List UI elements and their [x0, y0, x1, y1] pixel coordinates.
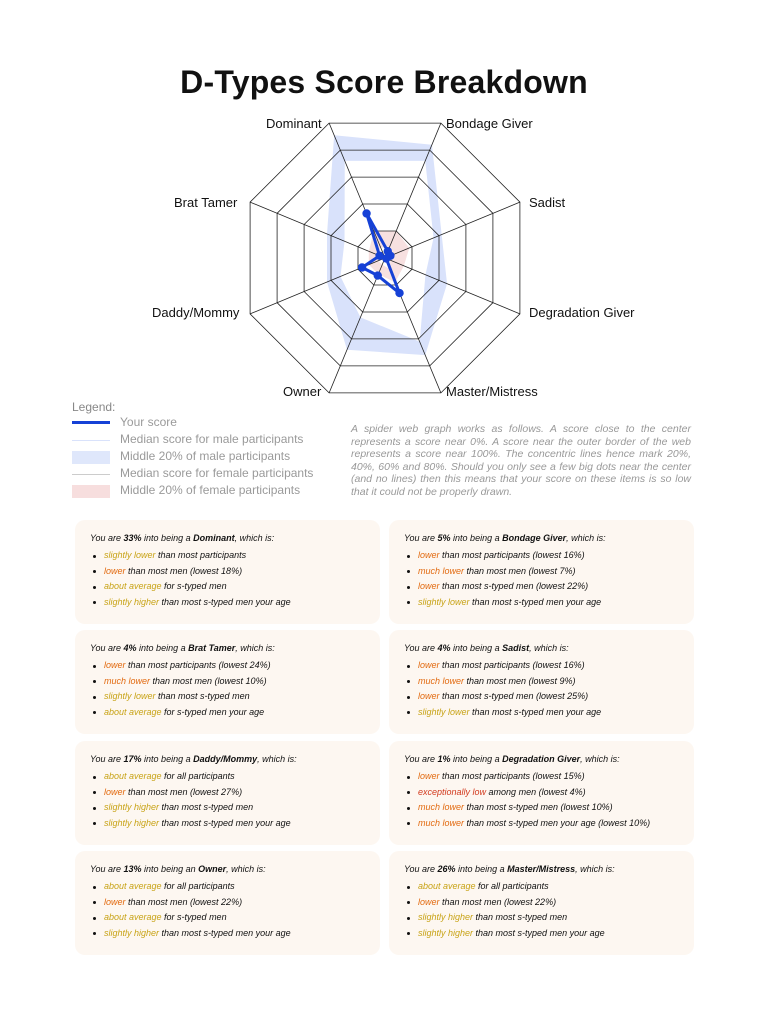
comparison-text: than most participants (lowest 24%)	[125, 660, 271, 670]
comparison-level: slightly lower	[104, 691, 156, 702]
score-percent: 33%	[123, 533, 142, 543]
score-percent: 26%	[437, 864, 456, 874]
comparison-item	[404, 658, 601, 674]
comparison-text: than most s-typed men	[159, 802, 254, 813]
comparison-level: lower	[418, 660, 440, 670]
comparison-item	[90, 910, 291, 926]
comparison-level: much lower	[418, 565, 465, 576]
score-percent: 4%	[123, 643, 137, 653]
score-card-heading	[90, 754, 297, 764]
your-score-point	[375, 252, 383, 260]
comparison-item	[90, 689, 271, 705]
legend-label: Median score for female participants	[120, 466, 314, 480]
page-title: D-Types Score Breakdown	[180, 64, 588, 100]
comparison-level: slightly lower	[104, 550, 156, 560]
type-name: Degradation Giver	[502, 754, 581, 764]
heading-text: into being a	[450, 643, 503, 653]
comparison-item	[90, 926, 291, 942]
comparison-level: lower	[104, 660, 126, 670]
comparison-item	[404, 769, 650, 785]
comparison-list	[90, 769, 291, 831]
score-card-heading	[90, 864, 266, 874]
score-percent: 5%	[437, 533, 451, 543]
comparison-item	[90, 769, 291, 785]
comparison-text: than most s-typed men your age	[469, 706, 602, 717]
comparison-text: than most s-typed men (lowest 25%)	[439, 691, 589, 702]
heading-text: You are	[404, 864, 438, 874]
axis-label-daddy-mommy: Daddy/Mommy	[152, 305, 240, 320]
type-name: Bondage Giver	[502, 533, 567, 543]
radar-chart	[0, 0, 768, 400]
score-card	[389, 630, 694, 734]
comparison-item	[404, 800, 650, 816]
type-name: Brat Tamer	[188, 643, 236, 653]
comparison-text: than most participants (lowest 15%)	[439, 771, 585, 781]
your-score-point	[395, 289, 403, 297]
comparison-item	[90, 816, 291, 832]
comparison-list	[90, 879, 291, 941]
comparison-level: slightly higher	[104, 802, 160, 813]
comparison-text: for s-typed men	[161, 912, 227, 923]
legend-swatch	[72, 451, 110, 464]
heading-text: into being a	[455, 864, 508, 874]
type-name: Owner	[198, 864, 227, 874]
comparison-text: than most s-typed men your age	[159, 596, 291, 607]
comparison-item	[90, 579, 291, 595]
comparison-item	[404, 674, 601, 690]
heading-text: , which is:	[235, 643, 275, 653]
heading-text: , which is:	[575, 864, 615, 874]
comparison-level: slightly higher	[104, 817, 160, 828]
comparison-level: slightly higher	[104, 927, 160, 938]
score-card-heading	[404, 533, 606, 543]
comparison-text: than most men (lowest 27%)	[125, 786, 243, 797]
legend-swatch	[72, 474, 110, 475]
comparison-level: about average	[104, 706, 162, 717]
heading-text: into being a	[141, 533, 194, 543]
comparison-text: than most s-typed men your age	[469, 596, 602, 607]
axis-label-degradation-giver: Degradation Giver	[529, 305, 635, 320]
heading-text: , which is:	[580, 754, 620, 764]
heading-text: You are	[90, 754, 124, 764]
heading-text: You are	[90, 864, 124, 874]
comparison-list	[404, 769, 650, 831]
legend-label: Your score	[120, 415, 177, 429]
heading-text: , which is:	[226, 864, 266, 874]
comparison-level: lower	[104, 896, 126, 907]
heading-text: You are	[90, 643, 124, 653]
legend-title: Legend:	[72, 400, 116, 414]
comparison-text: for all participants	[161, 771, 235, 781]
comparison-level: slightly higher	[418, 912, 474, 923]
comparison-text: than most men (lowest 9%)	[464, 675, 576, 686]
comparison-level: about average	[104, 581, 162, 592]
axis-label-bondage-giver: Bondage Giver	[446, 116, 533, 131]
comparison-level: slightly higher	[104, 596, 160, 607]
comparison-text: than most s-typed men (lowest 22%)	[439, 581, 589, 592]
comparison-item	[404, 785, 650, 801]
comparison-item	[90, 595, 291, 611]
comparison-text: than most s-typed men your age	[473, 927, 605, 938]
comparison-text: for all participants	[475, 881, 549, 891]
comparison-item	[404, 564, 601, 580]
comparison-level: lower	[104, 786, 126, 797]
axis-label-brat-tamer: Brat Tamer	[174, 195, 238, 210]
heading-text: You are	[404, 643, 438, 653]
comparison-text: for all participants	[161, 881, 235, 891]
axis-label-owner: Owner	[283, 384, 322, 399]
comparison-text: than most participants	[155, 550, 247, 560]
heading-text: into being a	[450, 754, 503, 764]
comparison-item	[404, 926, 605, 942]
score-card	[75, 741, 380, 845]
comparison-item	[90, 674, 271, 690]
score-card	[389, 741, 694, 845]
comparison-level: about average	[104, 912, 162, 923]
comparison-level: lower	[418, 896, 440, 907]
comparison-list	[404, 548, 601, 610]
comparison-item	[90, 785, 291, 801]
axis-label-sadist: Sadist	[529, 195, 566, 210]
comparison-item	[90, 705, 271, 721]
score-percent: 17%	[123, 754, 142, 764]
comparison-level: lower	[418, 581, 440, 592]
comparison-level: much lower	[418, 675, 465, 686]
heading-text: , which is:	[529, 643, 569, 653]
comparison-text: than most s-typed men	[473, 912, 568, 923]
your-score-point	[374, 271, 382, 279]
your-score-point	[362, 209, 370, 217]
axis-label-master-mistress: Master/Mistress	[446, 384, 538, 399]
heading-text: into being an	[141, 864, 199, 874]
comparison-item	[404, 548, 601, 564]
score-card	[389, 851, 694, 955]
comparison-level: much lower	[104, 675, 151, 686]
legend-swatch	[72, 485, 110, 498]
type-name: Master/Mistress	[507, 864, 576, 874]
comparison-level: slightly lower	[418, 706, 470, 717]
comparison-item	[404, 705, 601, 721]
comparison-text: for s-typed men	[161, 581, 227, 592]
comparison-text: among men (lowest 4%)	[486, 786, 586, 797]
comparison-item	[404, 879, 605, 895]
comparison-list	[404, 879, 605, 941]
score-percent: 1%	[437, 754, 451, 764]
comparison-text: than most men (lowest 7%)	[464, 565, 576, 576]
comparison-text: than most men (lowest 22%)	[439, 896, 557, 907]
legend-label: Middle 20% of female participants	[120, 483, 301, 497]
score-card-heading	[404, 643, 569, 653]
legend-label: Middle 20% of male participants	[120, 449, 291, 463]
comparison-item	[90, 658, 271, 674]
comparison-level: lower	[418, 771, 440, 781]
comparison-list	[90, 548, 291, 610]
comparison-level: lower	[104, 565, 126, 576]
score-card	[389, 520, 694, 624]
type-name: Sadist	[502, 643, 530, 653]
comparison-list	[90, 658, 271, 720]
comparison-text: than most men (lowest 18%)	[125, 565, 243, 576]
legend-item	[72, 415, 352, 431]
comparison-level: exceptionally low	[418, 786, 487, 797]
comparison-text: than most participants (lowest 16%)	[439, 660, 585, 670]
heading-text: You are	[404, 533, 438, 543]
legend-label: Median score for male participants	[120, 432, 304, 446]
score-card	[75, 851, 380, 955]
comparison-list	[404, 658, 601, 720]
axis-label-dominant: Dominant	[266, 116, 322, 131]
score-card-heading	[90, 643, 275, 653]
legend-item	[72, 466, 352, 482]
comparison-item	[404, 910, 605, 926]
heading-text: You are	[90, 533, 124, 543]
comparison-item	[90, 564, 291, 580]
comparison-level: slightly lower	[418, 596, 470, 607]
comparison-level: about average	[104, 881, 162, 891]
legend-item	[72, 449, 352, 465]
heading-text: into being a	[450, 533, 503, 543]
comparison-item	[404, 895, 605, 911]
comparison-level: about average	[418, 881, 476, 891]
comparison-text: than most s-typed men your age	[159, 817, 291, 828]
heading-text: into being a	[141, 754, 194, 764]
comparison-text: for s-typed men your age	[161, 706, 265, 717]
score-card	[75, 630, 380, 734]
heading-text: You are	[404, 754, 438, 764]
comparison-item	[404, 595, 601, 611]
comparison-text: than most s-typed men	[155, 691, 250, 702]
legend-swatch	[72, 440, 110, 441]
comparison-level: about average	[104, 771, 162, 781]
comparison-level: much lower	[418, 817, 465, 828]
comparison-item	[90, 800, 291, 816]
heading-text: , which is:	[234, 533, 275, 543]
heading-text: into being a	[136, 643, 189, 653]
legend-item	[72, 483, 352, 499]
legend-swatch	[72, 421, 110, 424]
comparison-text: than most s-typed men your age (lowest 10%)	[464, 817, 651, 828]
comparison-text: than most men (lowest 10%)	[150, 675, 267, 686]
comparison-level: much lower	[418, 802, 465, 813]
chart-explanation: A spider web graph works as follows. A score close to the center represents a score near 0%. A score near the outer border of the web represents a score near 100%. The concentric lines hence mark 20%, 40%, 60% and 80%. Should you only see a few big dots near the center (and no lines) then this means that your score on these items is so low that it could not be properly drawn.	[351, 423, 691, 498]
comparison-item	[404, 579, 601, 595]
comparison-item	[404, 689, 601, 705]
your-score-point	[358, 263, 366, 271]
type-name: Dominant	[193, 533, 235, 543]
comparison-text: than most participants (lowest 16%)	[439, 550, 585, 560]
comparison-level: lower	[418, 550, 440, 560]
comparison-item	[90, 895, 291, 911]
type-name: Daddy/Mommy	[193, 754, 258, 764]
legend-item	[72, 432, 352, 448]
comparison-item	[90, 879, 291, 895]
score-card-heading	[90, 533, 274, 543]
comparison-text: than most s-typed men (lowest 10%)	[464, 802, 613, 813]
comparison-level: slightly higher	[418, 927, 474, 938]
comparison-item	[90, 548, 291, 564]
score-card-heading	[404, 864, 615, 874]
score-percent: 4%	[437, 643, 451, 653]
heading-text: , which is:	[257, 754, 297, 764]
comparison-text: than most men (lowest 22%)	[125, 896, 243, 907]
comparison-level: lower	[418, 691, 440, 702]
score-percent: 13%	[123, 864, 142, 874]
heading-text: , which is:	[566, 533, 606, 543]
score-card-heading	[404, 754, 620, 764]
comparison-text: than most s-typed men your age	[159, 927, 291, 938]
comparison-item	[404, 816, 650, 832]
score-card	[75, 520, 380, 624]
